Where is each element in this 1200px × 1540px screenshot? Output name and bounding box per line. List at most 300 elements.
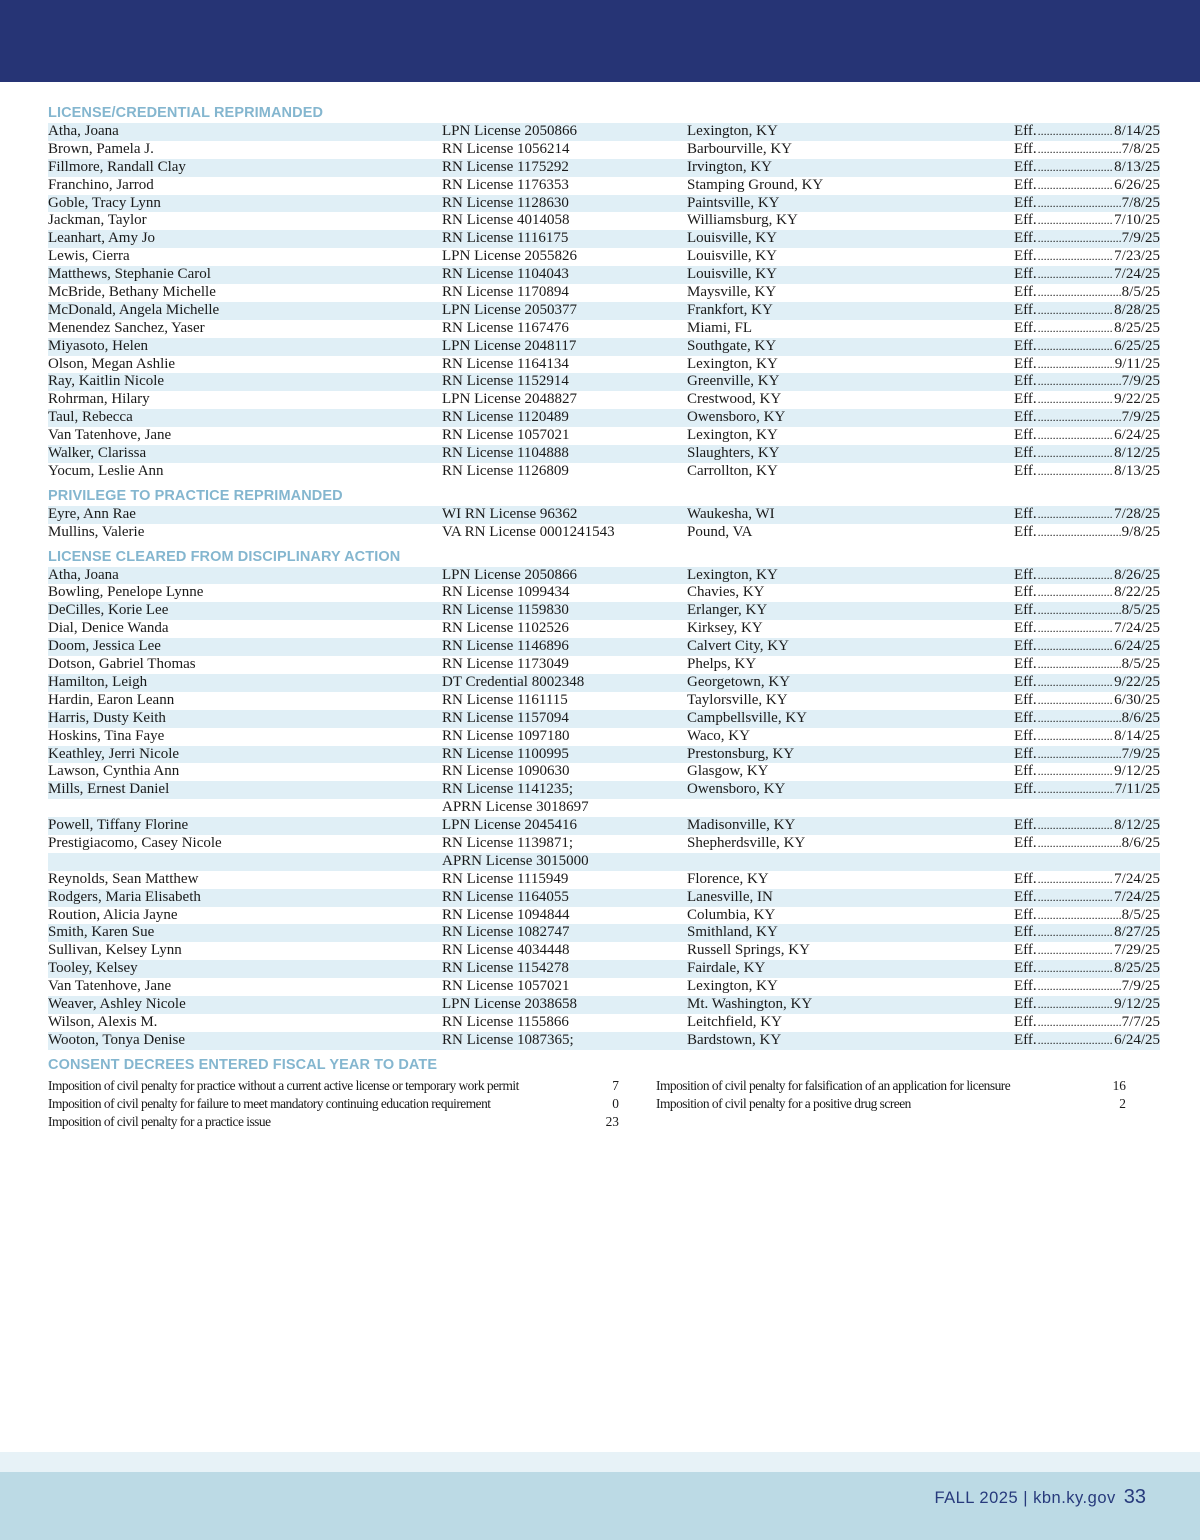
licensee-location: Slaughters, KY	[687, 445, 780, 462]
effective-date: 8/12/25	[1114, 445, 1160, 462]
effective-date: 8/6/25	[1121, 709, 1160, 726]
effective-label: Eff.	[1014, 727, 1037, 744]
license-number: RN License 1102526	[442, 620, 569, 637]
licensee-name: Smith, Karen Sue	[48, 924, 155, 941]
license-number: RN License 1157094	[442, 709, 569, 726]
consent-label: Imposition of civil penalty for a positive drug screen	[656, 1095, 911, 1111]
effective-date: 8/27/25	[1114, 924, 1160, 941]
licensee-name: Menendez Sanchez, Yaser	[48, 319, 205, 336]
dot-leader	[1038, 141, 1121, 159]
effective-date: 8/13/25	[1114, 462, 1160, 479]
effective-date: 6/24/25	[1114, 638, 1160, 655]
effective-label: Eff.	[1014, 745, 1037, 762]
table-row	[48, 960, 1160, 978]
licensee-name: Olson, Megan Ashlie	[48, 355, 176, 372]
dot-leader	[1038, 195, 1121, 213]
licensee-location: Campbellsville, KY	[687, 709, 807, 726]
effective-date-cell	[1014, 463, 1160, 481]
license-number: RN License 1056214	[442, 140, 570, 157]
dot-leader	[1038, 302, 1114, 320]
effective-date: 7/9/25	[1121, 978, 1160, 995]
consent-item	[48, 1095, 619, 1113]
license-number: RN License 4034448	[442, 942, 570, 959]
license-number: RN License 1128630	[442, 194, 569, 211]
license-number: RN License 1155866	[442, 1013, 569, 1030]
effective-date-cell	[1014, 781, 1160, 799]
license-number: RN License 1094844	[442, 906, 570, 923]
table-row	[48, 338, 1160, 356]
effective-date: 8/12/25	[1114, 817, 1160, 834]
dot-leader	[1038, 567, 1114, 585]
license-number: RN License 1097180	[442, 727, 570, 744]
consent-right-column	[656, 1077, 1126, 1113]
effective-label: Eff.	[1014, 781, 1037, 798]
dot-leader	[1038, 692, 1114, 710]
effective-label: Eff.	[1014, 505, 1037, 522]
effective-label: Eff.	[1014, 978, 1037, 995]
licensee-location: Greenville, KY	[687, 373, 780, 390]
licensee-name: McDonald, Angela Michelle	[48, 301, 220, 318]
dot-leader	[1038, 889, 1114, 907]
effective-label: Eff.	[1014, 523, 1037, 540]
licensee-name: Brown, Pamela J.	[48, 140, 154, 157]
effective-date: 7/8/25	[1121, 140, 1160, 157]
effective-date: 7/9/25	[1121, 373, 1160, 390]
effective-date: 7/7/25	[1121, 1013, 1160, 1030]
table-row	[48, 799, 1160, 817]
effective-date-cell	[1014, 620, 1160, 638]
licensee-location: Crestwood, KY	[687, 391, 782, 408]
table-row	[48, 195, 1160, 213]
licensee-location: Leitchfield, KY	[687, 1013, 782, 1030]
licensee-location: Waco, KY	[687, 727, 750, 744]
licensee-location: Carrollton, KY	[687, 462, 778, 479]
effective-date-cell	[1014, 159, 1160, 177]
table-row	[48, 1032, 1160, 1050]
effective-label: Eff.	[1014, 995, 1037, 1012]
effective-date: 8/5/25	[1121, 906, 1160, 923]
effective-date: 6/24/25	[1114, 427, 1160, 444]
licensee-name: Dial, Denice Wanda	[48, 620, 169, 637]
dot-leader	[1038, 996, 1114, 1014]
effective-date: 8/5/25	[1121, 284, 1160, 301]
effective-label: Eff.	[1014, 834, 1037, 851]
table-row	[48, 567, 1160, 585]
effective-date-cell	[1014, 978, 1160, 996]
table-row	[48, 506, 1160, 524]
licensee-location: Shepherdsville, KY	[687, 834, 806, 851]
effective-date-cell	[1014, 212, 1160, 230]
licensee-name: Hoskins, Tina Faye	[48, 727, 165, 744]
dot-leader	[1038, 710, 1121, 728]
dot-leader	[1038, 212, 1114, 230]
consent-decrees-table	[48, 1077, 1160, 1137]
licensee-location: Mt. Washington, KY	[687, 995, 813, 1012]
effective-label: Eff.	[1014, 194, 1037, 211]
footer-text: FALL 2025 | kbn.ky.gov	[934, 1489, 1116, 1507]
table-row	[48, 853, 1160, 871]
licensee-name: Atha, Joana	[48, 123, 119, 139]
dot-leader	[1038, 835, 1121, 853]
effective-date: 7/9/25	[1121, 745, 1160, 762]
effective-label: Eff.	[1014, 906, 1037, 923]
effective-date: 7/28/25	[1114, 505, 1160, 522]
licensee-location: Paintsville, KY	[687, 194, 780, 211]
table-row	[48, 907, 1160, 925]
license-number: RN License 1104888	[442, 445, 569, 462]
effective-date-cell	[1014, 638, 1160, 656]
effective-date-cell	[1014, 996, 1160, 1014]
table-row	[48, 409, 1160, 427]
table-row	[48, 674, 1160, 692]
license-number: RN License 1090630	[442, 763, 570, 780]
licensee-location: Georgetown, KY	[687, 673, 791, 690]
effective-date-cell	[1014, 373, 1160, 391]
licensee-name: Prestigiacomo, Casey Nicole	[48, 834, 222, 851]
effective-date: 6/30/25	[1114, 691, 1160, 708]
effective-label: Eff.	[1014, 709, 1037, 726]
license-number: RN License 1176353	[442, 176, 569, 193]
effective-label: Eff.	[1014, 355, 1037, 372]
dot-leader	[1038, 524, 1121, 542]
dot-leader	[1038, 746, 1121, 764]
effective-label: Eff.	[1014, 1013, 1037, 1030]
dot-leader	[1038, 177, 1114, 195]
effective-date: 8/13/25	[1114, 158, 1160, 175]
licensee-name: Weaver, Ashley Nicole	[48, 995, 186, 1012]
effective-date-cell	[1014, 1032, 1160, 1050]
license-number: LPN License 2048117	[442, 337, 577, 354]
effective-date: 7/29/25	[1114, 942, 1160, 959]
dot-leader	[1038, 338, 1114, 356]
effective-date-cell	[1014, 506, 1160, 524]
effective-date: 7/10/25	[1114, 212, 1160, 229]
effective-date-cell	[1014, 320, 1160, 338]
licensee-location: Bardstown, KY	[687, 1031, 782, 1048]
table-row	[48, 356, 1160, 374]
table-row	[48, 817, 1160, 835]
effective-date: 7/8/25	[1121, 194, 1160, 211]
effective-date: 8/6/25	[1121, 834, 1160, 851]
dot-leader	[1038, 781, 1114, 799]
consent-item	[48, 1077, 619, 1095]
effective-date: 9/12/25	[1114, 763, 1160, 780]
dot-leader	[1038, 960, 1114, 978]
table-row	[48, 942, 1160, 960]
dot-leader	[1038, 1014, 1121, 1032]
license-number: RN License 1104043	[442, 266, 569, 283]
license-number: RN License 1167476	[442, 319, 569, 336]
licensee-location: Smithland, KY	[687, 924, 778, 941]
table-row	[48, 141, 1160, 159]
effective-date-cell	[1014, 123, 1160, 141]
license-number: RN License 1087365;	[442, 1031, 574, 1048]
effective-date-cell	[1014, 728, 1160, 746]
effective-date-cell	[1014, 177, 1160, 195]
license-number: APRN License 3018697	[442, 799, 589, 816]
effective-label: Eff.	[1014, 445, 1037, 462]
effective-date-cell	[1014, 524, 1160, 542]
effective-date: 8/5/25	[1121, 602, 1160, 619]
effective-date: 7/24/25	[1114, 870, 1160, 887]
licensee-location: Calvert City, KY	[687, 638, 789, 655]
consent-count: 0	[612, 1095, 619, 1111]
effective-date-cell	[1014, 656, 1160, 674]
table-row	[48, 302, 1160, 320]
effective-date-cell	[1014, 1014, 1160, 1032]
section-title: PRIVILEGE TO PRACTICE REPRIMANDED	[48, 487, 343, 504]
effective-label: Eff.	[1014, 870, 1037, 887]
licensee-location: Williamsburg, KY	[687, 212, 798, 229]
effective-date-cell	[1014, 141, 1160, 159]
license-number: APRN License 3015000	[442, 852, 589, 869]
licensee-location: Kirksey, KY	[687, 620, 763, 637]
consent-label: Imposition of civil penalty for falsification of an application for licensure	[656, 1077, 1011, 1093]
table-row	[48, 889, 1160, 907]
license-number: RN License 1146896	[442, 638, 569, 655]
sections-container	[48, 104, 1160, 1050]
dot-leader	[1038, 409, 1121, 427]
licensee-name: Dotson, Gabriel Thomas	[48, 656, 196, 673]
page-number: 33	[1123, 1486, 1146, 1508]
effective-label: Eff.	[1014, 373, 1037, 390]
effective-label: Eff.	[1014, 1031, 1037, 1048]
effective-label: Eff.	[1014, 319, 1037, 336]
licensee-name: Van Tatenhove, Jane	[48, 427, 172, 444]
licensee-location: Irvington, KY	[687, 158, 772, 175]
dot-leader	[1038, 320, 1114, 338]
section-title: LICENSE/CREDENTIAL REPRIMANDED	[48, 105, 324, 121]
consent-count: 23	[605, 1113, 619, 1129]
effective-date: 6/26/25	[1114, 176, 1160, 193]
effective-date-cell	[1014, 871, 1160, 889]
licensee-name: Sullivan, Kelsey Lynn	[48, 942, 182, 959]
licensee-location: Lexington, KY	[687, 355, 778, 372]
license-number: RN License 1100995	[442, 745, 569, 762]
licensee-name: Hardin, Earon Leann	[48, 691, 175, 708]
effective-label: Eff.	[1014, 266, 1037, 283]
effective-date: 9/12/25	[1114, 995, 1160, 1012]
effective-label: Eff.	[1014, 140, 1037, 157]
effective-date-cell	[1014, 889, 1160, 907]
licensee-location: Phelps, KY	[687, 656, 757, 673]
licensee-location: Barbourville, KY	[687, 140, 792, 157]
dot-leader	[1038, 373, 1121, 391]
licensee-name: Tooley, Kelsey	[48, 960, 138, 977]
effective-date-cell	[1014, 195, 1160, 213]
effective-label: Eff.	[1014, 427, 1037, 444]
dot-leader	[1038, 674, 1114, 692]
effective-label: Eff.	[1014, 620, 1037, 637]
effective-label: Eff.	[1014, 638, 1037, 655]
dot-leader	[1038, 445, 1114, 463]
effective-date: 9/8/25	[1121, 523, 1160, 540]
dot-leader	[1038, 728, 1114, 746]
licensee-location: Pound, VA	[687, 523, 753, 540]
licensee-name: Rodgers, Maria Elisabeth	[48, 888, 201, 905]
licensee-name: DeCilles, Korie Lee	[48, 602, 169, 619]
licensee-location: Lexington, KY	[687, 566, 778, 583]
license-number: LPN License 2055826	[442, 248, 577, 265]
table-row	[48, 656, 1160, 674]
dot-leader	[1038, 230, 1121, 248]
table-row	[48, 230, 1160, 248]
effective-date-cell	[1014, 338, 1160, 356]
effective-date-cell	[1014, 835, 1160, 853]
table-row	[48, 620, 1160, 638]
consent-label: Imposition of civil penalty for practice without a current active license or temporary work permit	[48, 1077, 519, 1093]
table-row	[48, 835, 1160, 853]
effective-date-cell	[1014, 746, 1160, 764]
license-number: RN License 1126809	[442, 462, 569, 479]
effective-label: Eff.	[1014, 763, 1037, 780]
dot-leader	[1038, 584, 1114, 602]
licensee-location: Fairdale, KY	[687, 960, 766, 977]
licensee-name: Jackman, Taylor	[48, 212, 147, 229]
licensee-name: Ray, Kaitlin Nicole	[48, 373, 165, 390]
licensee-name: Reynolds, Sean Matthew	[48, 870, 199, 887]
license-number: RN License 4014058	[442, 212, 570, 229]
table-row	[48, 871, 1160, 889]
licensee-name: Mullins, Valerie	[48, 523, 145, 540]
licensee-location: Louisville, KY	[687, 230, 777, 247]
licensee-name: Wooton, Tonya Denise	[48, 1031, 186, 1048]
effective-date: 7/24/25	[1114, 620, 1160, 637]
license-number: LPN License 2050866	[442, 123, 577, 139]
table-row	[48, 692, 1160, 710]
licensee-name: Powell, Tiffany Florine	[48, 817, 189, 834]
effective-date: 9/11/25	[1114, 355, 1160, 372]
effective-label: Eff.	[1014, 566, 1037, 583]
effective-label: Eff.	[1014, 391, 1037, 408]
dot-leader	[1038, 159, 1114, 177]
licensee-location: Chavies, KY	[687, 584, 765, 601]
licensee-name: Roution, Alicia Jayne	[48, 906, 178, 923]
license-number: RN License 1116175	[442, 230, 569, 247]
license-number: LPN License 2050377	[442, 301, 577, 318]
effective-label: Eff.	[1014, 176, 1037, 193]
licensee-name: Lewis, Cierra	[48, 248, 130, 265]
table-row	[48, 602, 1160, 620]
effective-date-cell	[1014, 409, 1160, 427]
effective-label: Eff.	[1014, 409, 1037, 426]
effective-date-cell	[1014, 942, 1160, 960]
dot-leader	[1038, 284, 1121, 302]
effective-label: Eff.	[1014, 158, 1037, 175]
licensee-location: Lanesville, IN	[687, 888, 773, 905]
licensee-location: Erlanger, KY	[687, 602, 768, 619]
effective-label: Eff.	[1014, 673, 1037, 690]
effective-date-cell	[1014, 710, 1160, 728]
effective-label: Eff.	[1014, 960, 1037, 977]
table-row	[48, 177, 1160, 195]
effective-label: Eff.	[1014, 230, 1037, 247]
license-number: RN License 1082747	[442, 924, 570, 941]
consent-label: Imposition of civil penalty for failure to meet mandatory continuing education requirement	[48, 1095, 491, 1111]
dot-leader	[1038, 427, 1114, 445]
effective-date: 7/9/25	[1121, 230, 1160, 247]
consent-decrees-title: CONSENT DECREES ENTERED FISCAL YEAR TO DATE	[48, 1056, 438, 1073]
section-title: LICENSE CLEARED FROM DISCIPLINARY ACTION	[48, 548, 401, 565]
effective-date-cell	[1014, 584, 1160, 602]
dot-leader	[1038, 817, 1114, 835]
effective-date-cell	[1014, 602, 1160, 620]
effective-label: Eff.	[1014, 284, 1037, 301]
licensee-name: Leanhart, Amy Jo	[48, 230, 156, 247]
licensee-name: Yocum, Leslie Ann	[48, 462, 164, 479]
dot-leader	[1038, 620, 1114, 638]
table-row	[48, 978, 1160, 996]
license-number: LPN License 2050866	[442, 566, 577, 583]
effective-date: 6/25/25	[1114, 337, 1160, 354]
licensee-name: Atha, Joana	[48, 566, 119, 583]
table-row	[48, 445, 1160, 463]
effective-date: 8/5/25	[1121, 656, 1160, 673]
license-number: LPN License 2038658	[442, 995, 577, 1012]
licensee-name: Hamilton, Leigh	[48, 673, 148, 690]
licensee-location: Louisville, KY	[687, 266, 777, 283]
dot-leader	[1038, 638, 1114, 656]
licensee-location: Southgate, KY	[687, 337, 777, 354]
effective-date-cell	[1014, 230, 1160, 248]
licensee-name: Goble, Tracy Lynn	[48, 194, 161, 211]
effective-date: 8/28/25	[1114, 301, 1160, 318]
licensee-name: McBride, Bethany Michelle	[48, 284, 216, 301]
license-number: DT Credential 8002348	[442, 673, 585, 690]
effective-label: Eff.	[1014, 924, 1037, 941]
dot-leader	[1038, 506, 1114, 524]
licensee-location: Waukesha, WI	[687, 505, 775, 522]
license-number: WI RN License 96362	[442, 505, 578, 522]
effective-date: 6/24/25	[1114, 1031, 1160, 1048]
dot-leader	[1038, 463, 1114, 481]
dot-leader	[1038, 907, 1121, 925]
effective-label: Eff.	[1014, 584, 1037, 601]
license-number: RN License 1120489	[442, 409, 569, 426]
license-number: RN License 1139871;	[442, 834, 574, 851]
licensee-name: Doom, Jessica Lee	[48, 638, 161, 655]
effective-date-cell	[1014, 692, 1160, 710]
effective-date-cell	[1014, 445, 1160, 463]
effective-label: Eff.	[1014, 942, 1037, 959]
licensee-name: Keathley, Jerri Nicole	[48, 745, 180, 762]
consent-count: 2	[1119, 1095, 1126, 1111]
table-row	[48, 924, 1160, 942]
dot-leader	[1038, 391, 1114, 409]
table-row	[48, 746, 1160, 764]
license-number: RN License 1099434	[442, 584, 570, 601]
effective-label: Eff.	[1014, 691, 1037, 708]
license-number: RN License 1173049	[442, 656, 569, 673]
effective-date-cell	[1014, 248, 1160, 266]
header-banner	[0, 0, 1200, 82]
license-number: RN License 1161115	[442, 691, 568, 708]
licensee-name: Bowling, Penelope Lynne	[48, 584, 204, 601]
licensee-name: Miyasoto, Helen	[48, 337, 148, 354]
effective-date-cell	[1014, 674, 1160, 692]
consent-label: Imposition of civil penalty for a practice issue	[48, 1113, 271, 1129]
effective-label: Eff.	[1014, 888, 1037, 905]
effective-date-cell	[1014, 567, 1160, 585]
effective-label: Eff.	[1014, 248, 1037, 265]
licensee-location: Stamping Ground, KY	[687, 176, 824, 193]
effective-label: Eff.	[1014, 123, 1037, 139]
table-row	[48, 584, 1160, 602]
license-number: RN License 1159830	[442, 602, 569, 619]
licensee-name: Taul, Rebecca	[48, 409, 133, 426]
consent-left-column	[48, 1077, 619, 1131]
licensee-location: Miami, FL	[687, 319, 753, 336]
